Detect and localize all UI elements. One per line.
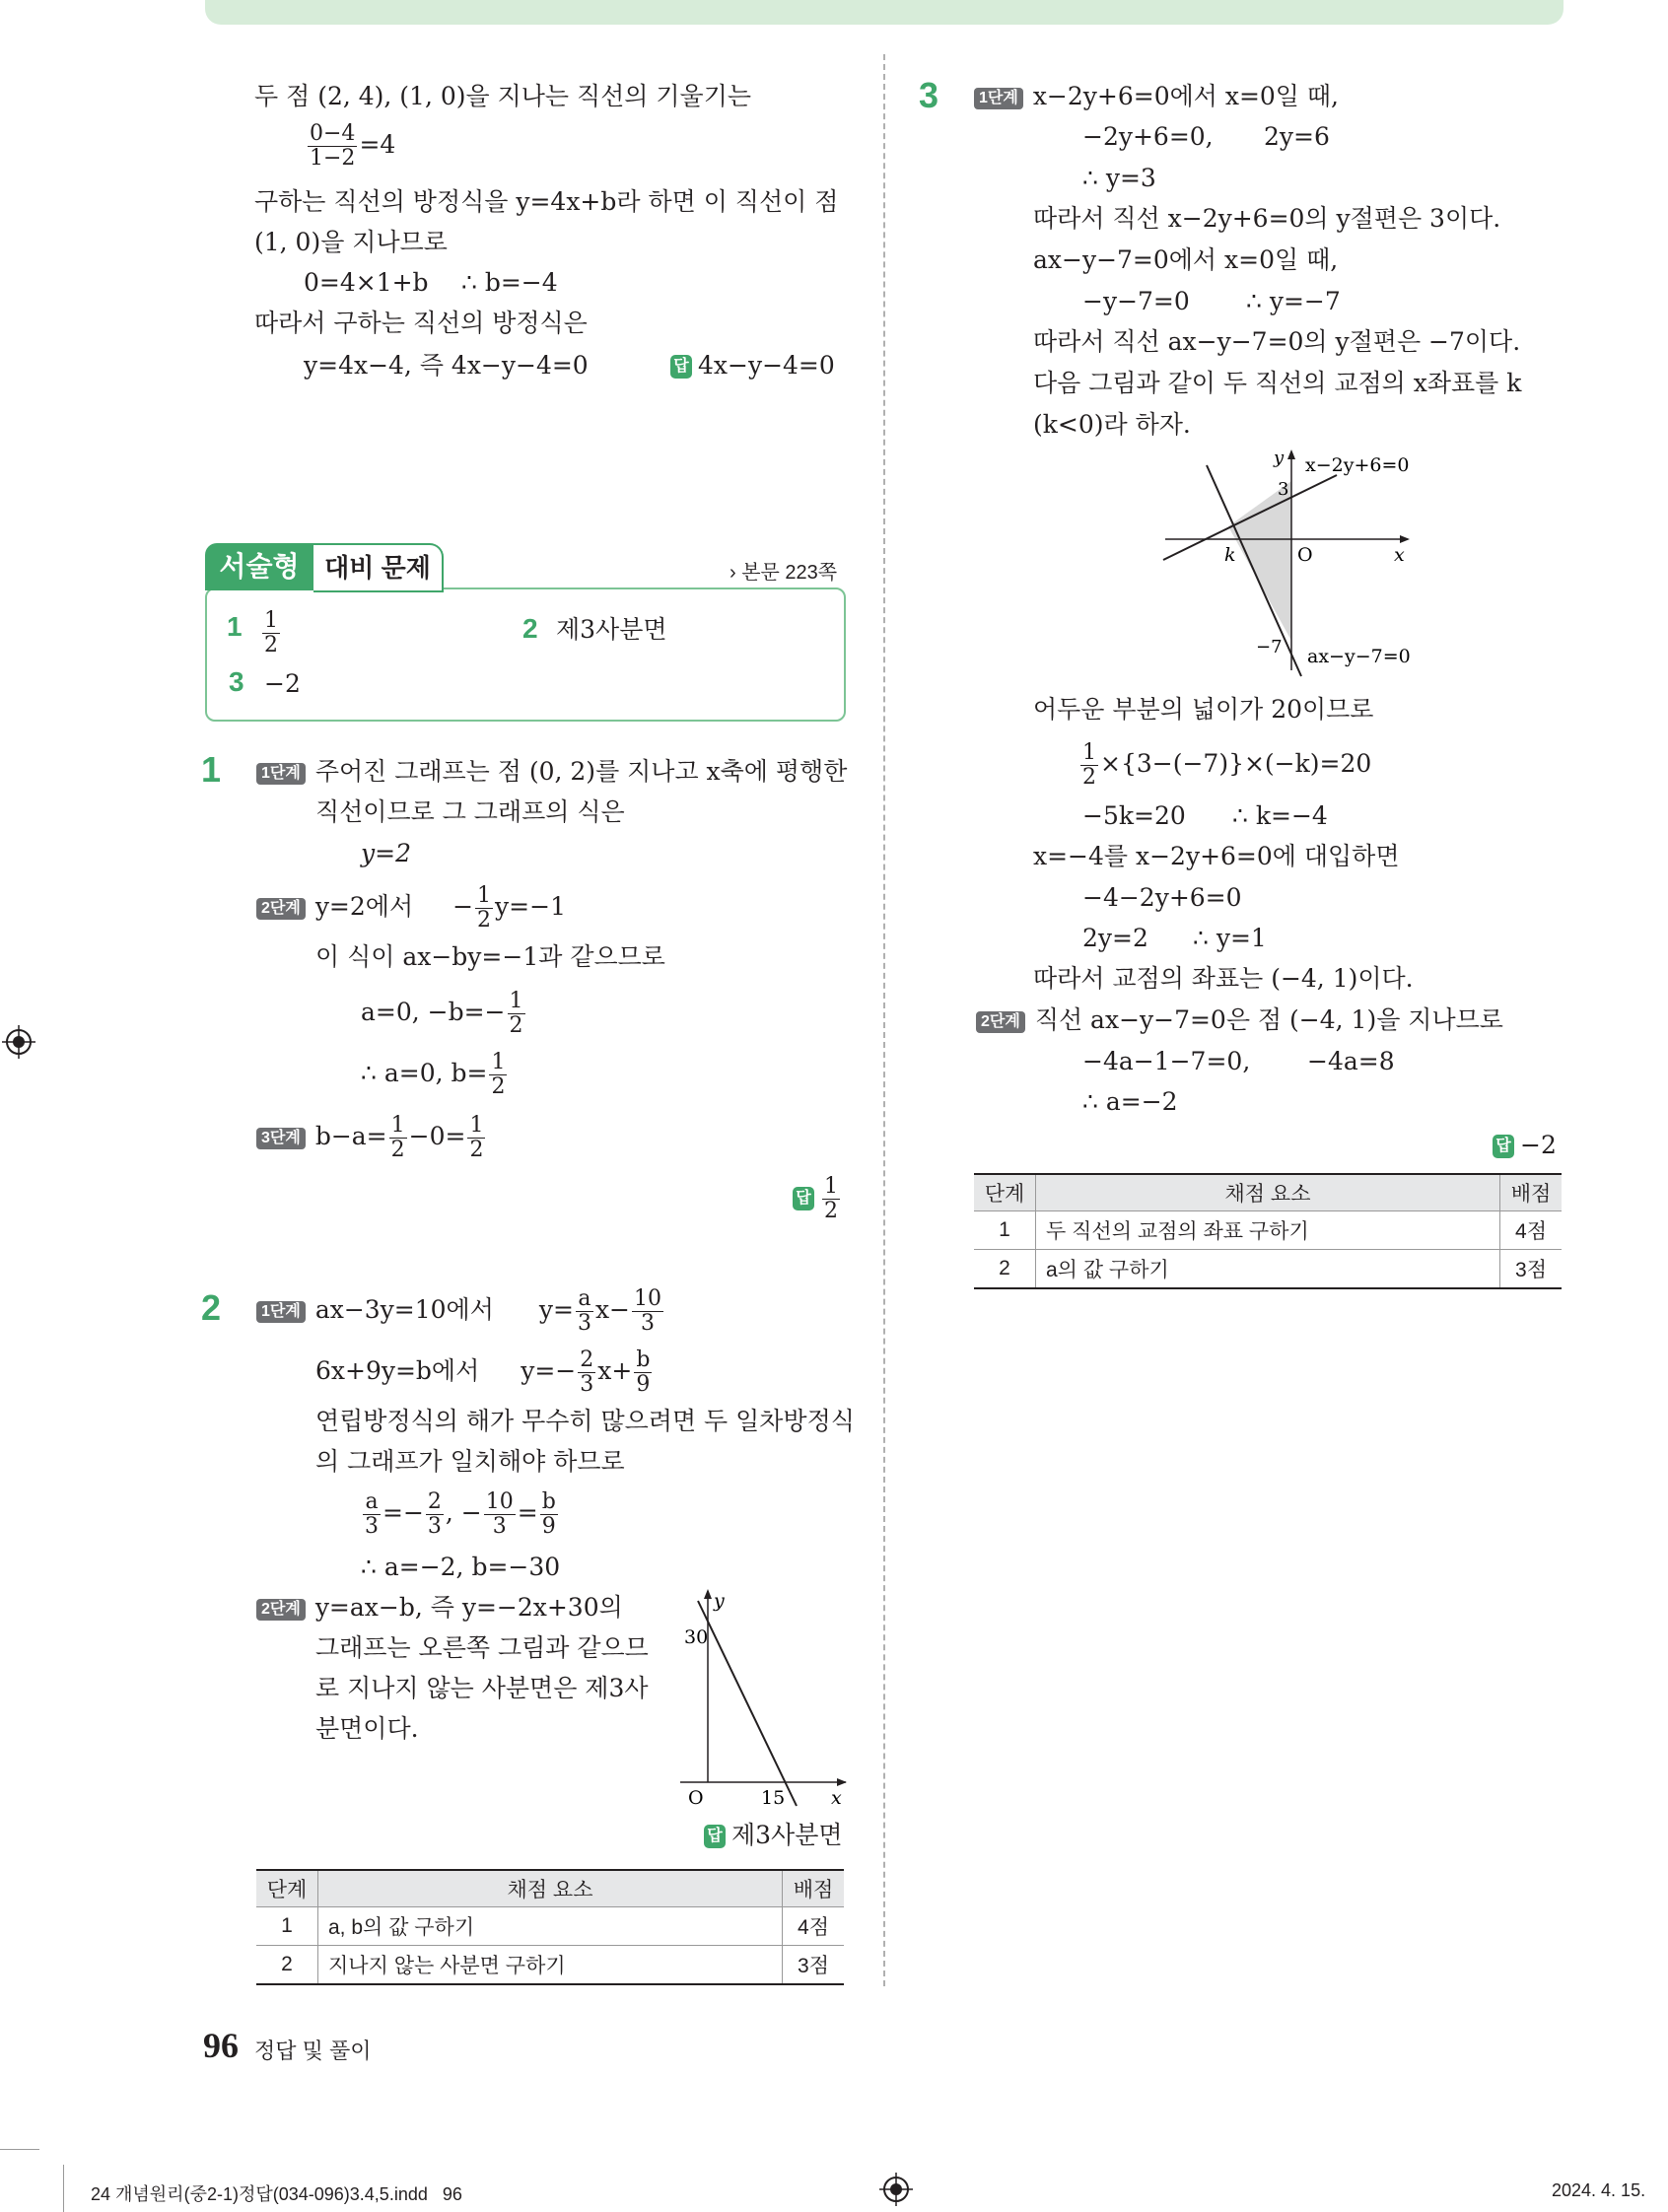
p1-line-8: 3단계 b−a= $\frac{1}{2}$ −0= $\frac{1}{2}$ <box>256 1110 487 1163</box>
top-answer: 답 4x−y−4=0 <box>670 350 835 381</box>
box-num-1: 1 <box>227 611 243 642</box>
top-line-6: 따라서 구하는 직선의 방정식은 <box>254 309 588 337</box>
p3-line-8: 다음 그림과 같이 두 직선의 교점의 x좌표를 k <box>1033 369 1522 397</box>
table-row: 1 a, b의 값 구하기 4점 <box>256 1907 844 1946</box>
answer-icon: 답 <box>793 1187 814 1210</box>
top-band <box>205 0 1564 25</box>
p1-line-3: y=2 <box>361 839 411 867</box>
essay-title: 대비 문제 <box>313 543 444 592</box>
p1-answer: 답 $\frac{1}{2}$ <box>793 1171 842 1224</box>
p3-graph <box>1153 446 1439 678</box>
p3-line-15b: ∴ y=1 <box>1193 924 1267 952</box>
p3-line-18b: −4a=8 <box>1307 1047 1395 1075</box>
p3-line-19: ∴ a=−2 <box>1082 1087 1178 1116</box>
p2-line-4: 의 그래프가 일치해야 하므로 <box>315 1447 625 1476</box>
p3-graph-minus7: −7 <box>1256 637 1283 657</box>
p3-graph-line1-label: x−2y+6=0 <box>1305 454 1410 476</box>
p3-line-15a: 2y=2 <box>1082 924 1148 952</box>
p1-line-6: a=0, −b=− $\frac{1}{2}$ <box>361 989 523 1038</box>
answer-icon: 답 <box>1493 1135 1514 1158</box>
p3-line-14: −4−2y+6=0 <box>1082 883 1242 912</box>
p3-line-2a: −2y+6=0, <box>1082 122 1214 151</box>
p3-graph-3: 3 <box>1278 479 1289 500</box>
table-row: 2 a의 값 구하기 3점 <box>974 1250 1562 1289</box>
p2-graph-30: 30 <box>684 1626 709 1648</box>
p2-graph-x-label: x <box>831 1787 842 1809</box>
shaded-region <box>1228 481 1291 641</box>
footer-label: 정답 및 풀이 <box>254 2039 372 2063</box>
table-header: 단계 <box>974 1174 1036 1211</box>
p3-line-17: 2단계 직선 ax−y−7=0은 점 (−4, 1)을 지나므로 <box>976 1004 1503 1036</box>
p3-graph-y-label: y <box>1274 448 1285 468</box>
p1-line-5: 이 식이 ax−by=−1과 같으므로 <box>315 942 665 971</box>
box-num-3: 3 <box>229 666 244 697</box>
p3-line-10: 어두운 부분의 넓이가 20이므로 <box>1033 695 1374 724</box>
p3-line-12a: −5k=20 <box>1082 801 1186 830</box>
p3-line-4: 따라서 직선 x−2y+6=0의 y절편은 3이다. <box>1033 204 1501 233</box>
p2-line-6: ∴ a=−2, b=−30 <box>361 1553 561 1581</box>
p2-graph <box>670 1587 848 1814</box>
page-number: 96 <box>203 2026 239 2065</box>
p3-graph-x-label: x <box>1394 544 1405 566</box>
p2-graph-origin: O <box>688 1787 704 1809</box>
answer-icon: 답 <box>670 355 692 379</box>
p2-line-7: 2단계 y=ax−b, 즉 y=−2x+30의 <box>256 1592 623 1624</box>
table-row: 2 지나지 않는 사분면 구하기 3점 <box>256 1946 844 1985</box>
p3-line-5: ax−y−7=0에서 x=0일 때, <box>1033 245 1339 274</box>
p2-answer: 답 제3사분면 <box>704 1820 843 1851</box>
table-header: 채점 요소 <box>1036 1174 1500 1211</box>
p3-score-table <box>974 1173 1562 1289</box>
top-line-1: 두 점 (2, 4), (1, 0)을 지나는 직선의 기울기는 <box>254 82 752 110</box>
p2-graph-line <box>698 1601 797 1806</box>
problem-1-num: 1 <box>201 749 222 790</box>
p3-line-9: (k<0)라 하자. <box>1033 410 1191 439</box>
p3-line-12b: ∴ k=−4 <box>1232 801 1328 830</box>
p1-line-4: 2단계 y=2에서 − $\frac{1}{2}$ y=−1 <box>256 882 566 933</box>
p2-line-9: 로 지나지 않는 사분면은 제3사 <box>315 1674 649 1702</box>
problem-3-num: 3 <box>919 75 939 115</box>
p2-score-table <box>256 1869 844 1985</box>
essay-badge: 서술형 <box>205 543 313 590</box>
top-line-3: 구하는 직선의 방정식을 y=4x+b라 하면 이 직선이 점 <box>254 187 839 216</box>
p3-line-7: 따라서 직선 ax−y−7=0의 y절편은 −7이다. <box>1033 327 1521 356</box>
p2-line-8: 그래프는 오른쪽 그림과 같으므 <box>315 1633 649 1662</box>
p2-graph-15: 15 <box>761 1787 786 1809</box>
p2-line-1: 1단계 ax−3y=10에서 y= $\frac{a}{3}$ x− $\frac{10}{3}$ <box>256 1283 665 1337</box>
p2-line-3: 연립방정식의 해가 무수히 많으려면 두 일차방정식 <box>315 1407 855 1435</box>
p2-graph-y-label: y <box>714 1590 725 1612</box>
p1-line-1: 1단계 주어진 그래프는 점 (0, 2)를 지나고 x축에 평행한 <box>256 756 847 788</box>
top-line-5b: ∴ b=−4 <box>461 268 558 297</box>
p3-line-6b: ∴ y=−7 <box>1246 287 1341 315</box>
table-header: 배점 <box>783 1870 845 1907</box>
essay-ref: › 본문 223쪽 <box>730 562 838 584</box>
table-header: 단계 <box>256 1870 318 1907</box>
registration-mark-icon <box>879 2173 913 2206</box>
problem-2-num: 2 <box>201 1287 222 1328</box>
p1-line-7: ∴ a=0, b= $\frac{1}{2}$ <box>361 1050 506 1099</box>
p3-line-1: 1단계 x−2y+6=0에서 x=0일 때, <box>974 81 1339 112</box>
p3-line-16: 따라서 교점의 좌표는 (−4, 1)이다. <box>1033 964 1414 993</box>
box-answer-2: 제3사분면 <box>556 615 667 644</box>
p3-line-13: x=−4를 x−2y+6=0에 대입하면 <box>1033 842 1400 870</box>
table-header: 배점 <box>1500 1174 1563 1211</box>
chevron-right-icon: › <box>730 562 736 584</box>
table-header: 채점 요소 <box>318 1870 783 1907</box>
footer-date: 2024. 4. 15. <box>1552 2180 1646 2200</box>
p3-line-11: $\frac{1}{2}$ ×{3−(−7)}×(−k)=20 <box>1082 740 1372 790</box>
p3-line-2b: 2y=6 <box>1264 122 1330 151</box>
box-num-2: 2 <box>522 613 538 644</box>
p2-line-2: 6x+9y=b에서 y=− $\frac{2}{3}$ x+ $\frac{b}{9}$ <box>315 1348 651 1397</box>
box-answer-1: $\frac{1}{2}$ <box>264 608 278 657</box>
essay-box <box>205 588 846 722</box>
registration-mark-icon <box>2 1025 35 1059</box>
top-line-7: y=4x−4, 즉 4x−y−4=0 <box>304 351 589 380</box>
p3-line-18a: −4a−1−7=0, <box>1082 1047 1251 1075</box>
top-line-5a: 0=4×1+b <box>304 268 429 297</box>
p2-line-5: $\frac{a}{3}$ =− $\frac{2}{3}$ , − $\frac{10}{3}$ = $\frac{b}{9}$ <box>365 1489 556 1539</box>
p3-graph-k: k <box>1224 544 1236 566</box>
footer-file: 24 개념원리(중2-1)정답(034-096)3.4,5.indd 96 <box>91 2184 462 2204</box>
top-line-4: (1, 0)을 지나므로 <box>254 228 448 256</box>
p3-line-6a: −y−7=0 <box>1082 287 1190 315</box>
p3-answer: 답 −2 <box>1493 1130 1557 1161</box>
p3-graph-line2-label: ax−y−7=0 <box>1307 646 1411 667</box>
box-answer-3: −2 <box>264 669 301 698</box>
crop-line-vertical <box>63 2165 64 2212</box>
p3-line-3: ∴ y=3 <box>1082 164 1156 192</box>
p1-line-2: 직선이므로 그 그래프의 식은 <box>315 797 625 826</box>
crop-line <box>0 2149 39 2150</box>
column-divider <box>883 54 885 1986</box>
answer-icon: 답 <box>704 1825 726 1848</box>
p2-line-10: 분면이다. <box>315 1714 419 1743</box>
table-row: 1 두 직선의 교점의 좌표 구하기 4점 <box>974 1211 1562 1250</box>
top-line-2: $\frac{0-4}{1-2}$ =4 <box>310 121 396 171</box>
p3-graph-origin: O <box>1297 544 1313 566</box>
